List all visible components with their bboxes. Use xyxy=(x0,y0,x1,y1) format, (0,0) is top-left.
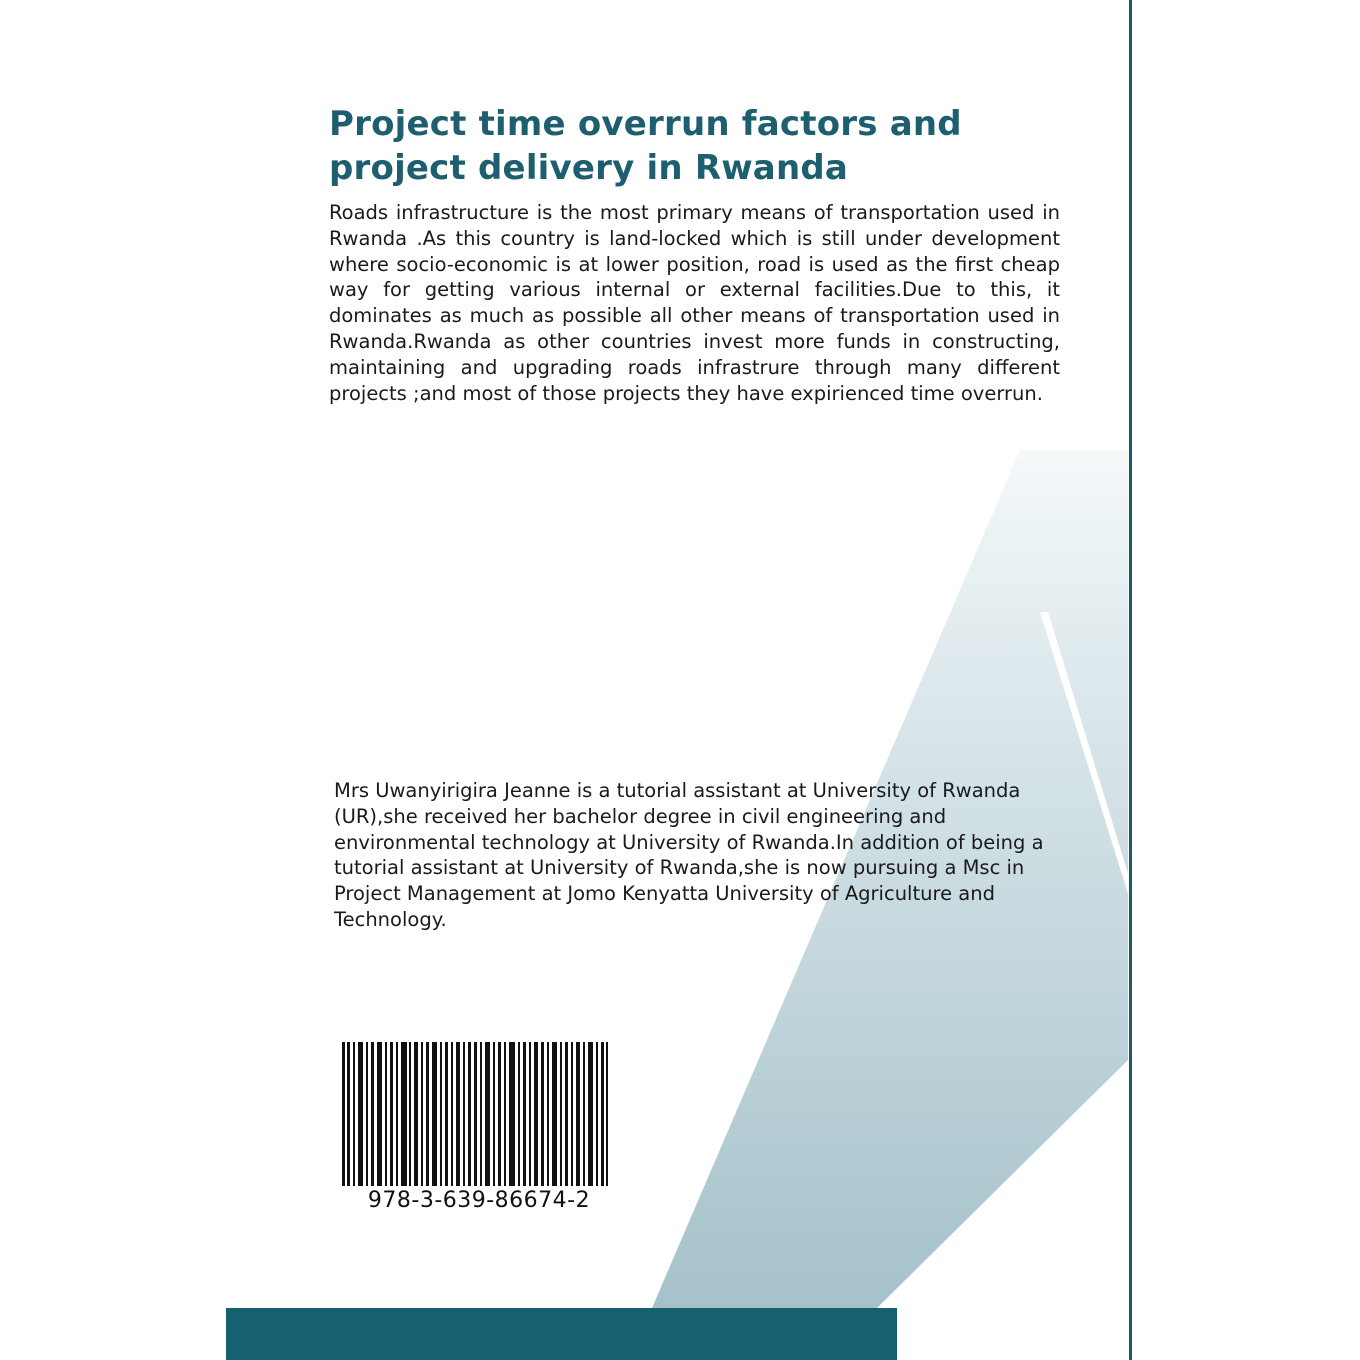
book-description: Roads infrastructure is the most primary means of transportation used in Rwanda .As this country is land-locked which is still under development where socio-economic is at lower position, road is used as the first cheap way for getting various internal or external facilities.Due to this, it dominates as much as possible all other means of transportation used in Rwanda.Rwanda as other countries invest more funds in constructing, maintaining and upgrading roads infrastrure through many different projects ;and most of those projects they have expirienced time overrun. xyxy=(329,201,1060,405)
spine-line xyxy=(1129,0,1132,1360)
isbn-number: 978-3-639-86674-2 xyxy=(367,1188,591,1213)
author-biography: Mrs Uwanyirigira Jeanne is a tutorial assistant at University of Rwanda (UR),she received her bachelor degree in civil engineering and environmental technology at University of Rwanda.In addition of being a tutorial assistant at University of Rwanda,she is now pursuing a Msc in Project Management at Jomo Kenyatta University of Agriculture and Technology. xyxy=(334,779,1044,931)
barcode-icon xyxy=(342,1042,608,1186)
bottom-color-band xyxy=(226,1308,897,1360)
book-title: Project time overrun factors and project delivery in Rwanda xyxy=(329,104,962,188)
barcode-label xyxy=(334,1036,624,1226)
